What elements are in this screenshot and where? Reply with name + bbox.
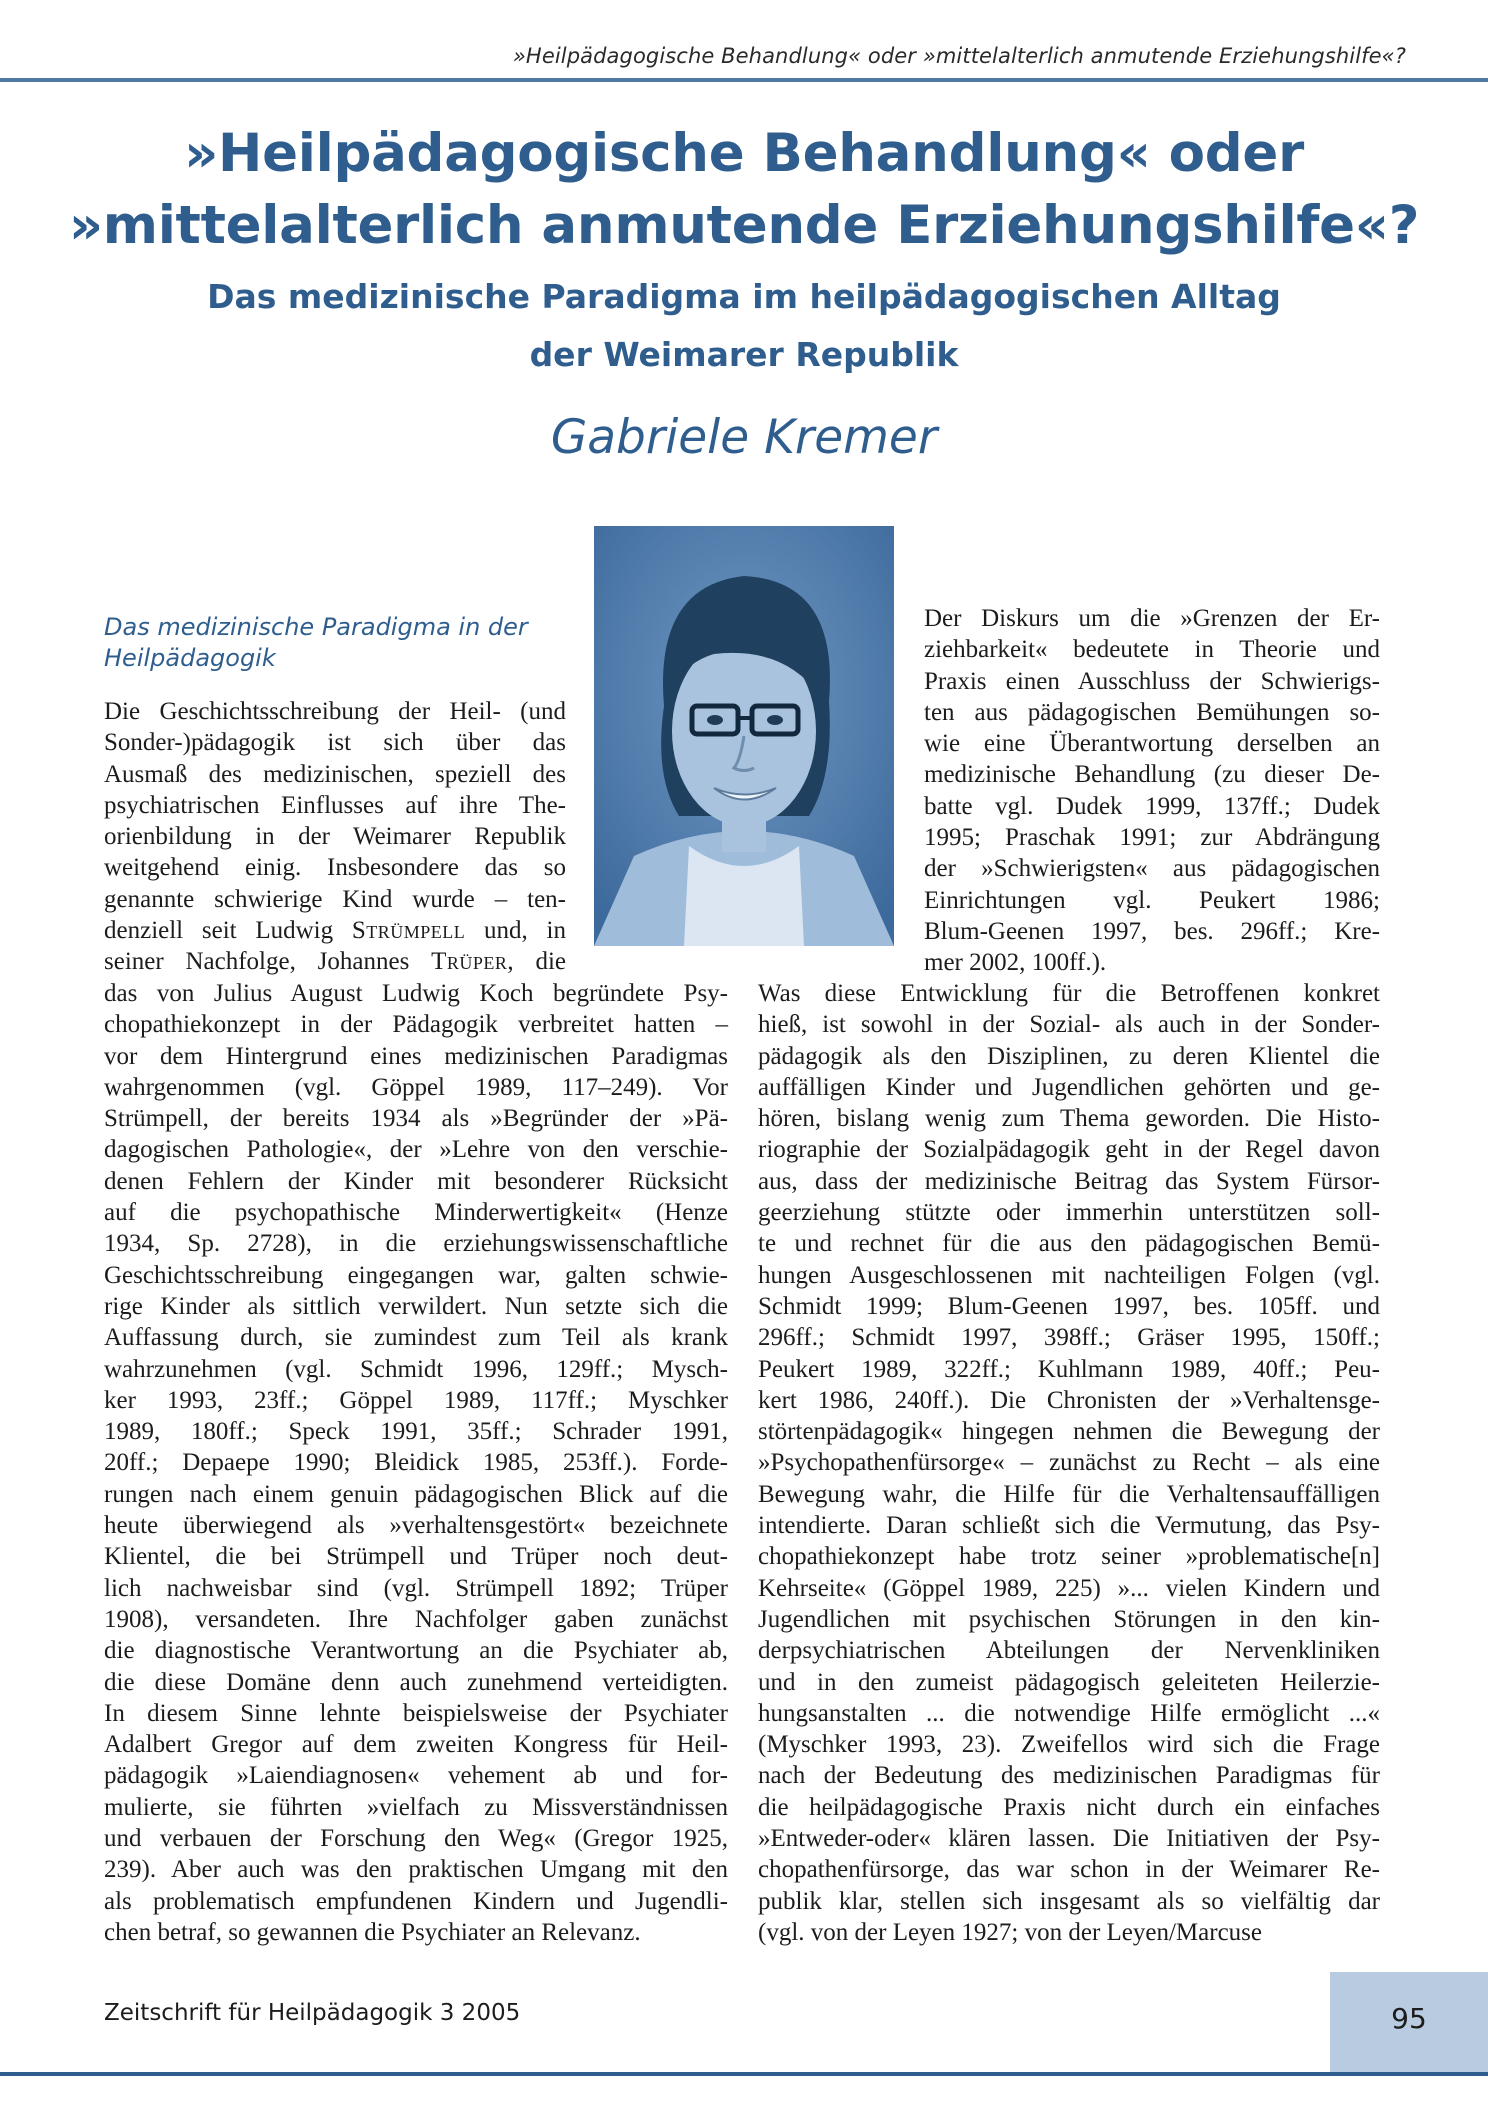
text-line bbox=[104, 915, 566, 946]
text-line: chopathiekonzept habe trotz seiner »problematische[n] bbox=[758, 1543, 1380, 1571]
text-line: nach der Bedeutung des medizinischen Paradigmas für bbox=[758, 1762, 1380, 1790]
text-line: chopathiekonzept in der Pädagogik verbreitet hatten – bbox=[104, 1011, 728, 1039]
page-number: 95 bbox=[1391, 2002, 1427, 2035]
text-line: ziehbarkeit« bedeutete in Theorie und bbox=[924, 636, 1380, 664]
running-head: »Heilpädagogische Behandlung« oder »mittelalterlich anmutende Erziehungshilfe«? bbox=[512, 44, 1406, 68]
text-line: heute überwiegend als »verhaltensgestört« bezeichnete bbox=[104, 1512, 728, 1540]
author-citation: Trüper bbox=[431, 948, 508, 976]
text-line: das von Julius August Ludwig Koch begründete Psy- bbox=[104, 980, 728, 1007]
text-line: Der Diskurs um die »Grenzen der Er- bbox=[924, 605, 1380, 632]
text-line: störtenpädagogik« hingegen nehmen die Bewegung der bbox=[758, 1418, 1380, 1446]
text-line: Geschichtsschreibung eingegangen war, galten schwie- bbox=[104, 1261, 728, 1289]
text-line: lich nachweisbar sind (vgl. Strümpell 1892; Trüper bbox=[104, 1574, 728, 1602]
text-line: Sonder-)pädagogik ist sich über das bbox=[104, 729, 566, 757]
text-line: 1908), versandeten. Ihre Nachfolger gaben zunächst bbox=[104, 1605, 728, 1633]
text-line: 1995; Praschak 1991; zur Abdrängung bbox=[924, 824, 1380, 852]
right-column-intro bbox=[924, 603, 1380, 979]
text-line: chopathenfürsorge, das war schon in der Weimarer Re- bbox=[758, 1856, 1380, 1884]
text-line: Jugendlichen mit psychischen Störungen in den kin- bbox=[758, 1605, 1380, 1633]
text-line: ker 1993, 23ff.; Göppel 1989, 117ff.; Myschker bbox=[104, 1386, 728, 1414]
author-citation: Strümpell bbox=[351, 917, 466, 945]
text-line: orienbildung in der Weimarer Republik bbox=[104, 823, 566, 851]
text-line: pädagogik »Laiendiagnosen« vehement ab und for- bbox=[104, 1762, 728, 1790]
text-line: 239). Aber auch was den praktischen Umgang mit den bbox=[104, 1856, 728, 1884]
text-line: medizinische Behandlung (zu dieser De- bbox=[924, 761, 1380, 789]
text-line: aus, dass der medizinische Beitrag das System Fürsor- bbox=[758, 1167, 1380, 1195]
section-heading bbox=[104, 612, 564, 674]
text-line: die heilpädagogische Praxis nicht durch ein einfaches bbox=[758, 1793, 1380, 1821]
text-line: publik klar, stellen sich insgesamt als so vielfältig dar bbox=[758, 1887, 1380, 1915]
text-line: Einrichtungen vgl. Peukert 1986; bbox=[924, 886, 1380, 914]
text-line: ten aus pädagogischen Bemühungen so- bbox=[924, 698, 1380, 726]
text-fragment: , die bbox=[507, 948, 566, 976]
text-line: der »Schwierigsten« aus pädagogischen bbox=[924, 855, 1380, 883]
header-rule bbox=[0, 78, 1488, 82]
text-line: psychiatrischen Einflusses auf ihre The- bbox=[104, 791, 566, 819]
text-line: hungsanstalten ... die notwendige Hilfe ermöglicht ...« bbox=[758, 1699, 1380, 1727]
text-line: pädagogik als den Disziplinen, zu deren Klientel die bbox=[758, 1042, 1380, 1070]
author-name: Gabriele Kremer bbox=[550, 410, 938, 465]
text-line: auffälligen Kinder und Jugendlichen gehörten und ge- bbox=[758, 1073, 1380, 1101]
page-number-box bbox=[1330, 1972, 1488, 2072]
text-fragment: seiner Nachfolge, Johannes bbox=[104, 948, 432, 976]
text-line: geerziehung stützte oder immerhin unterstützen soll- bbox=[758, 1199, 1380, 1227]
text-line: vor dem Hintergrund eines medizinischen Paradigmas bbox=[104, 1042, 728, 1070]
section-heading-line: Das medizinische Paradigma in der bbox=[104, 613, 528, 641]
text-line: Ausmaß des medizinischen, speziell des bbox=[104, 760, 566, 788]
text-line: 1934, Sp. 2728), in die erziehungswissenschaftliche bbox=[104, 1230, 728, 1258]
text-line: mulierte, sie führten »vielfach zu Missverständnissen bbox=[104, 1793, 728, 1821]
text-line: Kehrseite« (Göppel 1989, 225) »... vielen Kindern und bbox=[758, 1574, 1380, 1602]
text-line: kert 1986, 240ff.). Die Chronisten der »Verhaltensge- bbox=[758, 1386, 1380, 1414]
article-title bbox=[0, 118, 1488, 262]
text-line: batte vgl. Dudek 1999, 137ff.; Dudek bbox=[924, 792, 1380, 820]
text-line: te und rechnet für die aus den pädagogischen Bemü- bbox=[758, 1230, 1380, 1258]
text-line: dagogischen Pathologie«, der »Lehre von den verschie- bbox=[104, 1136, 728, 1164]
text-line: hungen Ausgeschlossenen mit nachteiligen Folgen (vgl. bbox=[758, 1261, 1380, 1289]
text-line: genannte schwierige Kind wurde – ten- bbox=[104, 885, 566, 913]
portrait-illustration bbox=[594, 526, 894, 946]
title-line: »Heilpädagogische Behandlung« oder bbox=[184, 123, 1304, 184]
text-line: mer 2002, 100ff.). bbox=[924, 949, 1107, 977]
text-line: Was diese Entwicklung für die Betroffenen konkret bbox=[758, 980, 1380, 1007]
text-line: Bewegung wahr, die Hilfe für die Verhaltensauffälligen bbox=[758, 1480, 1380, 1508]
text-line: rige Kinder als sittlich verwildert. Nun setzte sich die bbox=[104, 1292, 728, 1320]
article-subtitle bbox=[0, 268, 1488, 384]
left-column-body bbox=[104, 978, 728, 1948]
text-line: Praxis einen Ausschluss der Schwierigs- bbox=[924, 667, 1380, 695]
text-line: die diagnostische Verantwortung an die Psychiater ab, bbox=[104, 1637, 728, 1665]
subtitle-line: Das medizinische Paradigma im heilpädagogischen Alltag bbox=[207, 277, 1281, 316]
text-line: Peukert 1989, 322ff.; Kuhlmann 1989, 40ff.; Peu- bbox=[758, 1355, 1380, 1383]
text-line: auf die psychopathische Minderwertigkeit« (Henze bbox=[104, 1199, 728, 1227]
text-line: Adalbert Gregor auf dem zweiten Kongress für Heil- bbox=[104, 1731, 728, 1759]
text-line: die diese Domäne denn auch zunehmend verteidigten. bbox=[104, 1668, 728, 1696]
text-line: hören, bislang wenig zum Thema geworden. Die Histo- bbox=[758, 1105, 1380, 1133]
text-line: (vgl. von der Leyen 1927; von der Leyen/Marcuse bbox=[758, 1918, 1263, 1946]
subtitle-line: der Weimarer Republik bbox=[529, 335, 959, 374]
text-line: riographie der Sozialpädagogik geht in der Regel davon bbox=[758, 1136, 1380, 1164]
text-fragment: und, in bbox=[465, 917, 566, 945]
text-line: 296ff.; Schmidt 1997, 398ff.; Gräser 1995, 150ff.; bbox=[758, 1324, 1380, 1352]
text-line: wahrgenommen (vgl. Göppel 1989, 117–249). Vor bbox=[104, 1073, 728, 1101]
text-line: Die Geschichtsschreibung der Heil- (und bbox=[104, 698, 566, 725]
text-line: rungen nach einem genuin pädagogischen Blick auf die bbox=[104, 1480, 728, 1508]
text-line: hieß, ist sowohl in der Sozial- als auch in der Sonder- bbox=[758, 1011, 1380, 1039]
text-line: Schmidt 1999; Blum-Geenen 1997, bes. 105ff. und bbox=[758, 1292, 1380, 1320]
right-column-body bbox=[758, 978, 1380, 1948]
footer-rule bbox=[0, 2072, 1488, 2076]
text-line: denen Fehlern der Kinder mit besonderer Rücksicht bbox=[104, 1167, 728, 1195]
section-heading-line: Heilpädagogik bbox=[104, 644, 276, 672]
text-line: Strümpell, der bereits 1934 als »Begründer der »Pä- bbox=[104, 1105, 728, 1133]
text-line: Auffassung durch, sie zumindest zum Teil als krank bbox=[104, 1324, 728, 1352]
text-line: »Psychopathenfürsorge« – zunächst zu Recht – als eine bbox=[758, 1449, 1380, 1477]
text-line: Blum-Geenen 1997, bes. 296ff.; Kre- bbox=[924, 917, 1380, 945]
text-line: Klientel, die bei Strümpell und Trüper noch deut- bbox=[104, 1543, 728, 1571]
text-line bbox=[104, 946, 566, 977]
text-line: und in den zumeist pädagogisch geleiteten Heilerzie- bbox=[758, 1668, 1380, 1696]
text-line: als problematisch empfundenen Kindern und Jugendli- bbox=[104, 1887, 728, 1915]
text-line: chen betraf, so gewannen die Psychiater an Relevanz. bbox=[104, 1918, 641, 1946]
text-line: weitgehend einig. Insbesondere das so bbox=[104, 854, 566, 882]
text-line: 1989, 180ff.; Speck 1991, 35ff.; Schrader 1991, bbox=[104, 1418, 728, 1446]
author-portrait bbox=[594, 526, 894, 946]
text-line: (Myschker 1993, 23). Zweifellos wird sich die Frage bbox=[758, 1731, 1380, 1759]
journal-footer: Zeitschrift für Heilpädagogik 3 2005 bbox=[104, 2000, 521, 2026]
text-line: 20ff.; Depaepe 1990; Bleidick 1985, 253ff.). Forde- bbox=[104, 1449, 728, 1477]
text-line: intendierte. Daran schließt sich die Vermutung, das Psy- bbox=[758, 1512, 1380, 1540]
text-fragment: denziell seit Ludwig bbox=[104, 917, 352, 945]
text-line: In diesem Sinne lehnte beispielsweise der Psychiater bbox=[104, 1699, 728, 1727]
text-line: wahrzunehmen (vgl. Schmidt 1996, 129ff.; Mysch- bbox=[104, 1355, 728, 1383]
text-line: und verbauen der Forschung den Weg« (Gregor 1925, bbox=[104, 1825, 728, 1853]
left-column-intro bbox=[104, 696, 566, 978]
text-line: derpsychiatrischen Abteilungen der Nervenkliniken bbox=[758, 1637, 1380, 1665]
text-line: »Entweder-oder« klären lassen. Die Initiativen der Psy- bbox=[758, 1825, 1380, 1853]
title-line: »mittelalterlich anmutende Erziehungshilfe«? bbox=[68, 195, 1420, 256]
text-line: wie eine Überantwortung derselben an bbox=[924, 730, 1380, 758]
